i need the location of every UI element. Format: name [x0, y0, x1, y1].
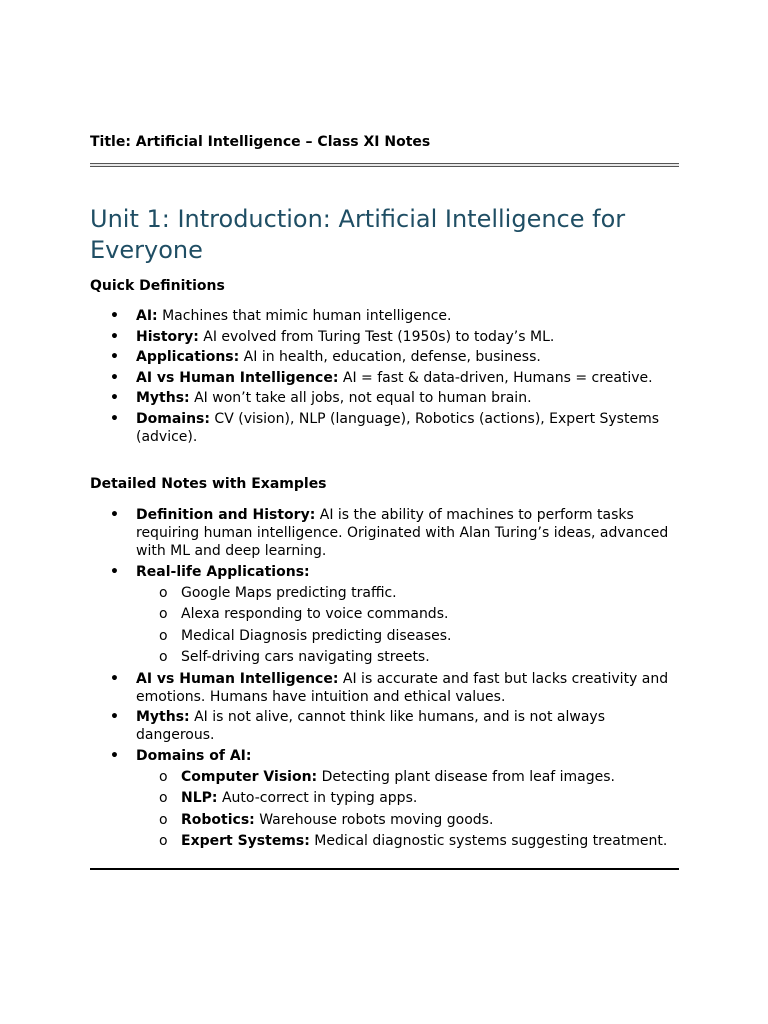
sub-bullet-icon: o — [159, 627, 168, 644]
term: AI vs Human Intelligence: — [136, 670, 339, 687]
list-item — [90, 348, 679, 366]
sub-text: Detecting plant disease from leaf images. — [317, 768, 616, 785]
unit-heading: Unit 1: Introduction: Artificial Intelligence for Everyone — [90, 205, 626, 264]
bullet-icon: • — [110, 410, 119, 427]
bullet-icon: • — [110, 369, 119, 386]
definition: AI evolved from Turing Test (1950s) to today’s ML. — [198, 328, 555, 345]
list-item — [90, 747, 679, 851]
sub-list — [136, 768, 679, 851]
list-item — [90, 708, 679, 744]
description: AI is not alive, cannot think like humans, and is not always dangerous. — [136, 709, 606, 743]
sub-bullet-icon: o — [159, 768, 168, 785]
sub-text: Google Maps predicting traffic. — [181, 584, 397, 601]
sub-text: Medical Diagnosis predicting diseases. — [181, 627, 452, 644]
definition: AI = fast & data-driven, Humans = creative. — [338, 369, 653, 386]
sub-bullet-icon: o — [159, 790, 168, 806]
sub-list-item — [91, 768, 679, 786]
sub-list-item — [91, 648, 679, 666]
bullet-icon: • — [110, 709, 119, 725]
quick-definitions-section — [90, 278, 679, 448]
sub-text: Alexa responding to voice commands. — [181, 606, 449, 622]
sub-list — [136, 584, 679, 667]
detailed-notes-list — [90, 506, 679, 850]
list-item — [90, 369, 679, 387]
quick-definitions-list — [90, 307, 679, 446]
term: History: — [136, 328, 199, 345]
sub-list-item — [91, 789, 679, 807]
sub-list-item — [91, 832, 679, 850]
sub-bullet-icon: o — [159, 811, 168, 828]
document-title: Title: Artificial Intelligence – Class XI Notes — [90, 134, 431, 150]
term: Applications: — [136, 349, 240, 365]
bottom-divider — [90, 868, 679, 870]
bullet-icon: • — [110, 507, 119, 523]
section-heading: Quick Definitions — [90, 278, 225, 294]
list-item — [90, 563, 679, 667]
list-item — [90, 670, 679, 706]
description: AI is the ability of machines to perform tasks requiring human intelligence. Originated with Alan Turing’s ideas, advanced with ML and deep learning. — [136, 507, 669, 559]
list-item — [90, 410, 679, 446]
sub-text: Auto-correct in typing apps. — [217, 790, 418, 806]
bullet-icon: • — [110, 563, 119, 580]
bullet-icon: • — [110, 328, 119, 345]
list-item — [90, 307, 679, 325]
sub-text: Warehouse robots moving goods. — [254, 811, 494, 828]
term: Real-life Applications: — [136, 563, 310, 580]
term: AI vs Human Intelligence: — [136, 369, 339, 386]
sub-term: Robotics: — [181, 811, 255, 828]
sub-list-item — [91, 811, 679, 829]
description: AI is accurate and fast but lacks creativity and emotions. Humans have intuition and ethical values. — [136, 670, 669, 705]
definition: CV (vision), NLP (language), Robotics (actions), Expert Systems (advice). — [136, 410, 660, 445]
sub-bullet-icon: o — [159, 606, 168, 622]
term: Domains: — [136, 410, 210, 427]
sub-text: Medical diagnostic systems suggesting treatment. — [309, 833, 668, 849]
term: Myths: — [136, 709, 190, 725]
sub-term: NLP: — [181, 790, 218, 806]
term: Definition and History: — [136, 507, 316, 523]
bullet-icon: • — [110, 390, 119, 406]
list-item — [90, 328, 679, 346]
term: Domains of AI: — [136, 747, 252, 764]
term: Myths: — [136, 390, 190, 406]
list-item — [90, 506, 679, 560]
section-heading: Detailed Notes with Examples — [90, 476, 327, 492]
sub-bullet-icon: o — [159, 833, 168, 849]
title-divider — [90, 163, 679, 167]
sub-list-item — [91, 584, 679, 602]
term: AI: — [136, 308, 158, 324]
list-item — [90, 389, 679, 407]
sub-text: Self-driving cars navigating streets. — [181, 649, 430, 665]
sub-bullet-icon: o — [159, 584, 168, 601]
sub-list-item — [91, 605, 679, 623]
definition: AI won’t take all jobs, not equal to human brain. — [189, 390, 532, 406]
bullet-icon: • — [110, 308, 119, 324]
bullet-icon: • — [110, 349, 119, 365]
bullet-icon: • — [110, 670, 119, 687]
definition: AI in health, education, defense, business. — [239, 349, 541, 365]
sub-term: Computer Vision: — [181, 768, 318, 785]
sub-list-item — [91, 627, 679, 645]
sub-bullet-icon: o — [159, 649, 168, 665]
bullet-icon: • — [110, 747, 119, 764]
sub-term: Expert Systems: — [181, 833, 310, 849]
definition: Machines that mimic human intelligence. — [157, 308, 452, 324]
detailed-notes-section — [90, 476, 679, 854]
